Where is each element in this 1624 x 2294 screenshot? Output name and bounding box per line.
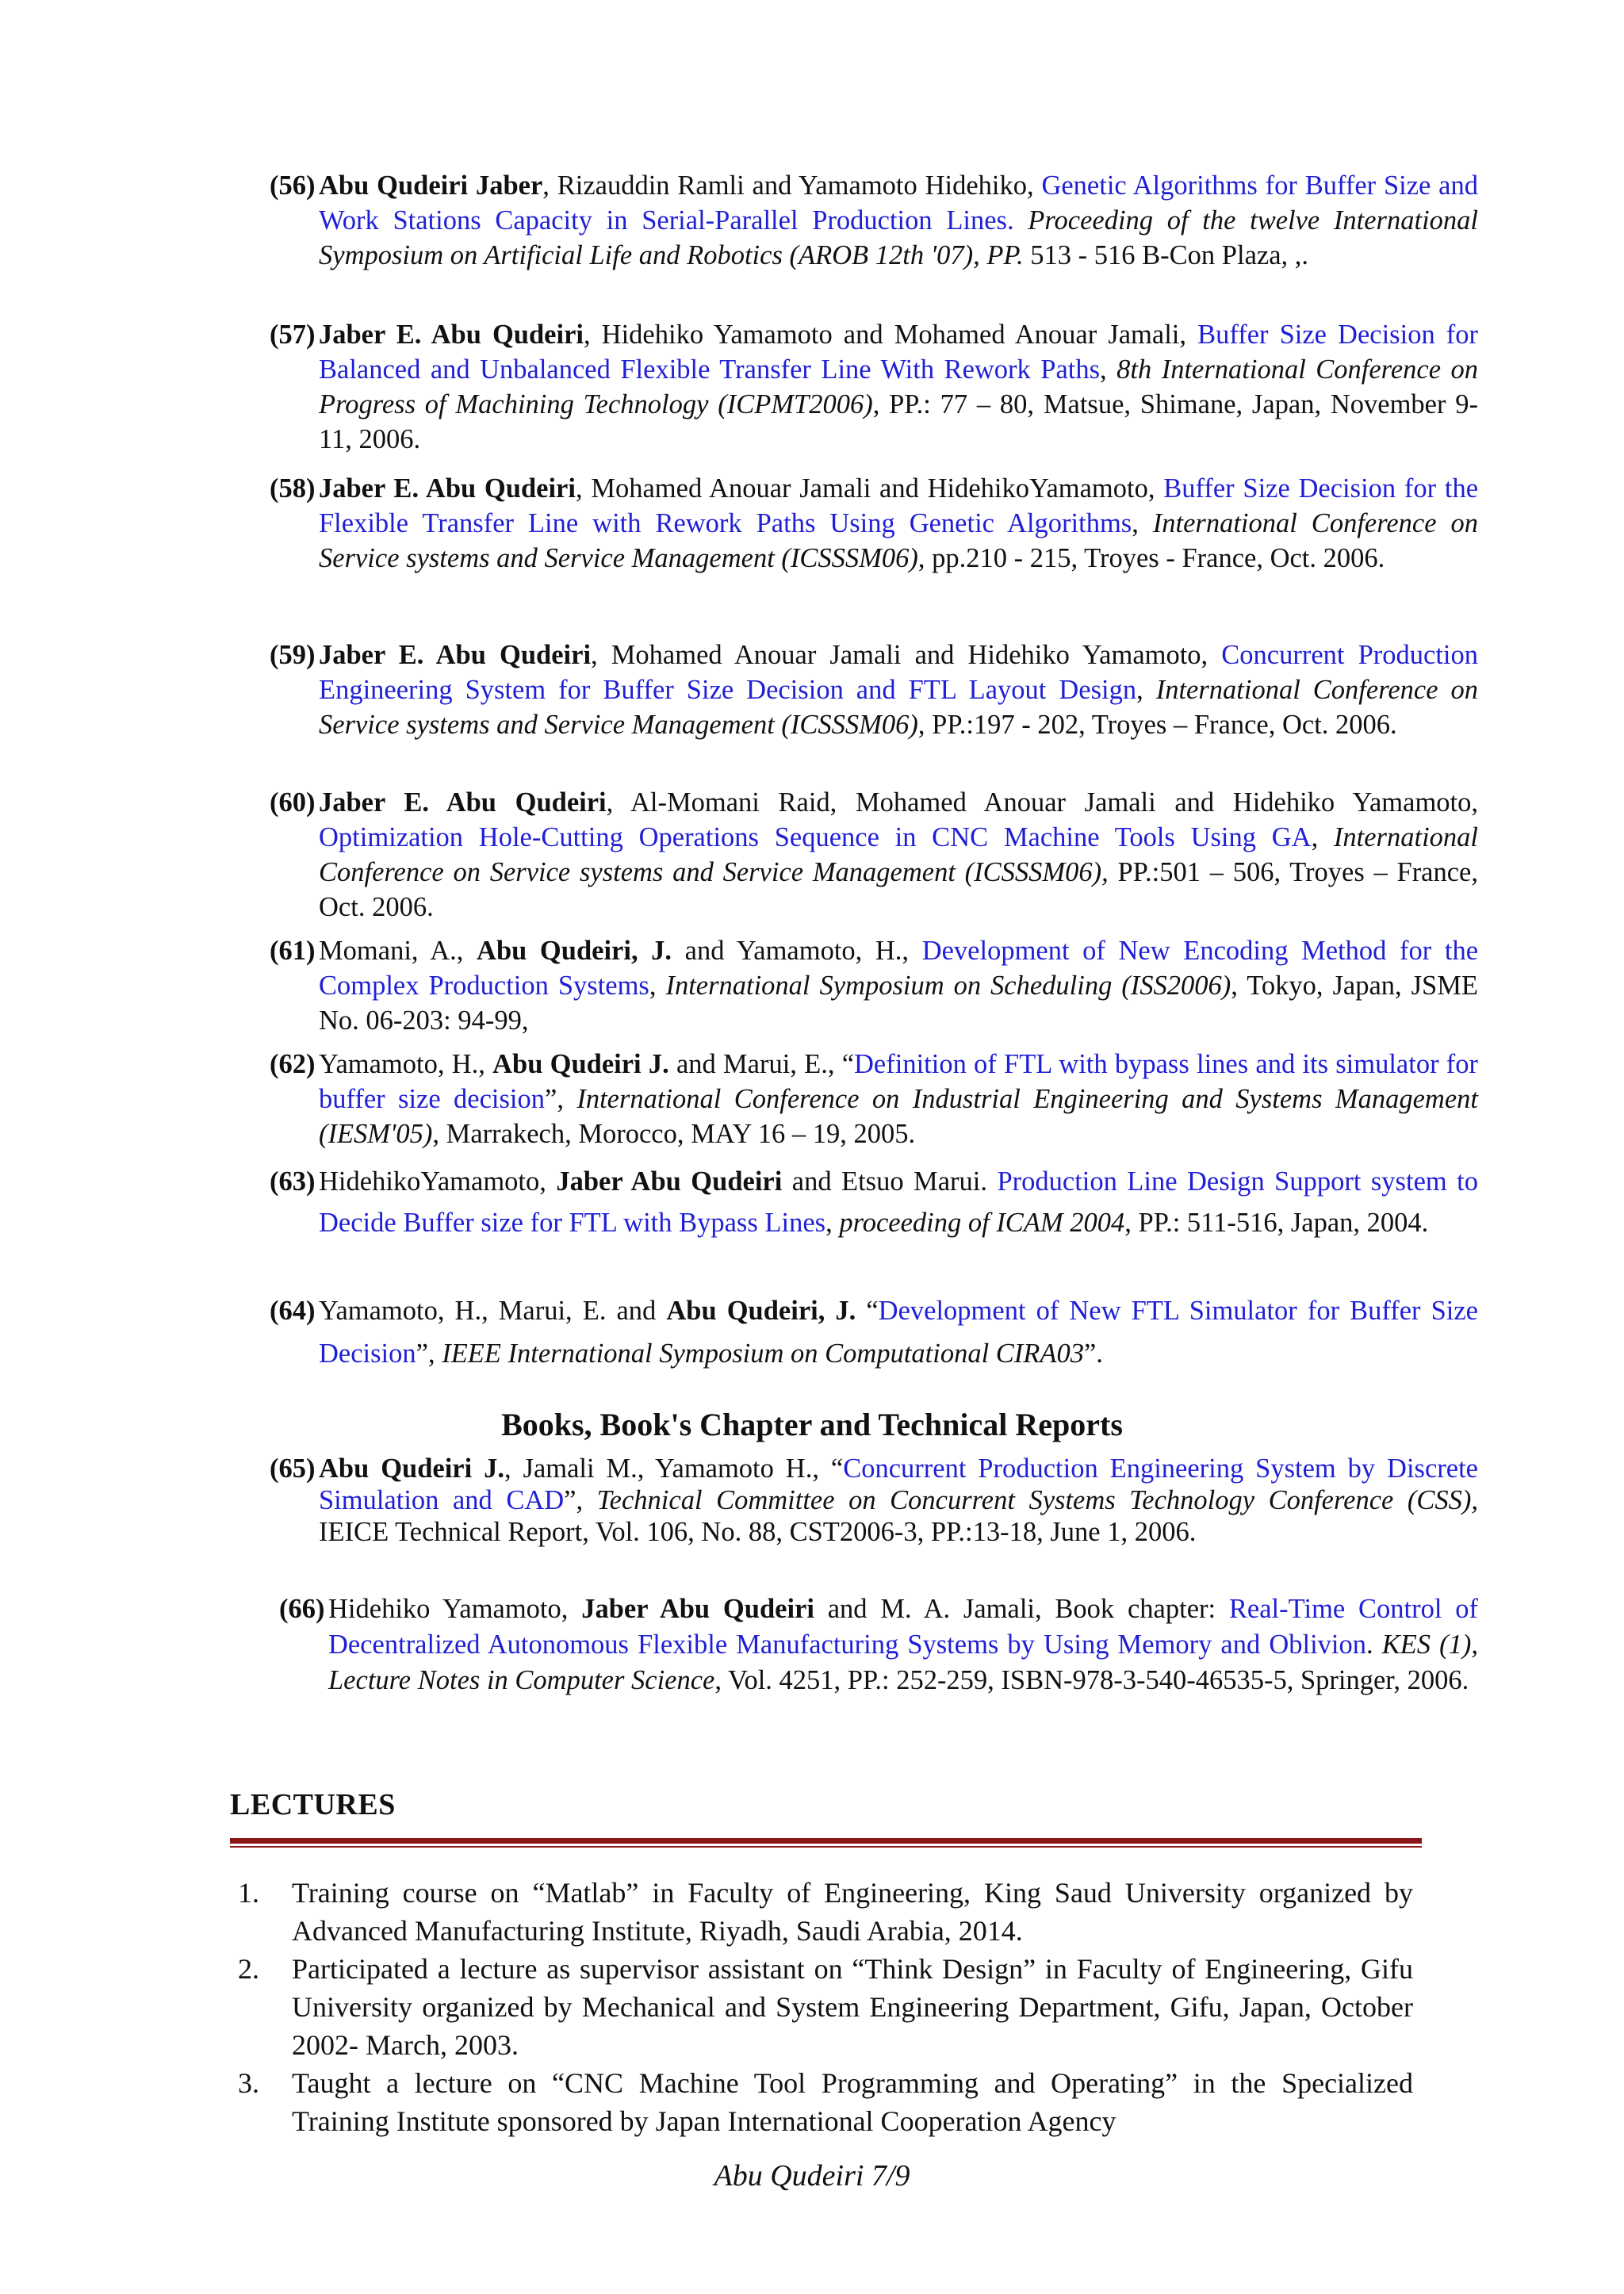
entry-title-link[interactable]: Development of New Encoding Method for the Complex Production Systems	[319, 936, 1479, 1001]
entry-number: (60)	[270, 787, 316, 818]
lectures-section-heading: LECTURES	[230, 1788, 396, 1821]
entry-separator: ,	[1311, 822, 1334, 852]
entry-authors-bold: Jaber E. Abu Qudeiri	[319, 320, 584, 350]
entry-number: (62)	[270, 1049, 316, 1079]
entry-number: (65)	[270, 1453, 316, 1484]
entry-details: 513 - 516 B-Con Plaza, ,.	[1023, 240, 1309, 270]
entry-authors: and Yamamoto, H.,	[672, 936, 922, 966]
entry-title-link[interactable]: Definition of FTL with bypass lines and its simulator for buffer size decision	[319, 1049, 1479, 1114]
entry-number: (57)	[270, 320, 316, 350]
entry-title-link[interactable]: Production Line Design Support system to Decide Buffer size for FTL with Bypass Lines	[319, 1166, 1478, 1238]
entry-separator: ”,	[564, 1485, 597, 1515]
entry-number: (58)	[270, 473, 316, 504]
entry-authors-pre: Yamamoto, H., Marui, E. and	[319, 1296, 667, 1326]
page-footer: Abu Qudeiri 7/9	[714, 2159, 910, 2193]
book-entry	[279, 1591, 1478, 1698]
entry-authors-pre: Hidehiko Yamamoto,	[328, 1594, 582, 1624]
entry-venue: International Conference on Service systems and Service Management (ICSSSM06)	[319, 508, 1478, 573]
entry-authors-bold: Abu Qudeiri J.	[319, 1453, 504, 1484]
entry-authors: and Marui, E., “	[668, 1049, 855, 1079]
entry-separator: .	[1366, 1630, 1382, 1660]
publication-entry	[270, 1289, 1478, 1375]
publication-entry	[270, 933, 1478, 1038]
entry-authors-bold: Abu Qudeiri, J.	[666, 1296, 856, 1326]
entry-separator: ,	[649, 971, 666, 1001]
entry-venue: IEEE International Symposium on Computational CIRA03	[442, 1338, 1084, 1369]
lecture-item	[238, 1874, 1413, 1950]
entry-authors-bold: Jaber E. Abu Qudeiri	[319, 640, 592, 670]
entry-venue: Proceeding of the twelve International Symposium on Artificial Life and Robotics (AROB 12th '07), PP.	[319, 205, 1478, 270]
entry-authors: , Al-Momani Raid, Mohamed Anouar Jamali and Hidehiko Yamamoto,	[606, 787, 1479, 818]
entry-authors: and M. A. Jamali, Book chapter:	[814, 1594, 1229, 1624]
entry-separator: ,	[1136, 675, 1156, 705]
entry-authors-pre: Yamamoto, H.,	[319, 1049, 493, 1079]
entry-number: (61)	[270, 936, 316, 966]
entry-number: (56)	[270, 170, 316, 201]
entry-title-link[interactable]: Buffer Size Decision for Balanced and Unbalanced Flexible Transfer Line With Rework Paths	[319, 320, 1479, 385]
section-divider-thin	[230, 1846, 1422, 1848]
entry-authors-bold: Jaber Abu Qudeiri	[581, 1594, 814, 1624]
entry-authors-pre: Momani, A.,	[319, 936, 477, 966]
publication-entry	[270, 638, 1478, 742]
entry-authors-bold: Jaber E. Abu Qudeiri	[319, 473, 576, 504]
entry-details: , PP.: 511-516, Japan, 2004.	[1124, 1208, 1429, 1238]
entry-details: ”.	[1083, 1338, 1103, 1369]
lecture-number: 1.	[238, 1877, 259, 1909]
entry-venue: International Conference on Service systems and Service Management (ICSSSM06)	[319, 675, 1479, 740]
entry-title-link[interactable]: Real-Time Control of Decentralized Autonomous Flexible Manufacturing Systems by Using Memory and Oblivion	[328, 1594, 1479, 1660]
entry-authors: , Mohamed Anouar Jamali and Hidehiko Yamamoto,	[591, 640, 1222, 670]
entry-venue: KES (1), Lecture Notes in Computer Science	[328, 1630, 1478, 1695]
entry-title-link[interactable]: Concurrent Production Engineering System by Discrete Simulation and CAD	[319, 1453, 1478, 1515]
entry-title-link[interactable]: Optimization Hole-Cutting Operations Sequence in CNC Machine Tools Using GA	[319, 822, 1312, 852]
section-divider	[230, 1838, 1422, 1844]
entry-details: , Tokyo, Japan, JSME No. 06-203: 94-99,	[319, 971, 1478, 1036]
entry-authors-bold: Abu Qudeiri, J.	[477, 936, 672, 966]
entry-authors: and Etsuo Marui.	[782, 1166, 998, 1197]
entry-authors-bold: Abu Qudeiri Jaber	[319, 170, 543, 201]
publication-entry	[270, 317, 1478, 457]
entry-venue: International Symposium on Scheduling (ISS2006)	[665, 971, 1231, 1001]
entry-authors-pre: HidehikoYamamoto,	[319, 1166, 557, 1197]
publication-entry	[270, 1047, 1478, 1151]
entry-details: , PP.: 77 – 80, Matsue, Shimane, Japan, November 9-11, 2006.	[319, 389, 1478, 454]
entry-venue: 8th International Conference on Progress of Machining Technology (ICPMT2006)	[319, 354, 1478, 419]
entry-title-link[interactable]: Buffer Size Decision for the Flexible Transfer Line with Rework Paths Using Genetic Algorithms	[319, 473, 1479, 538]
publication-entry	[270, 785, 1478, 925]
publication-entry	[270, 168, 1478, 273]
entry-authors: , Mohamed Anouar Jamali and HidehikoYamamoto,	[575, 473, 1164, 504]
lectures-list	[238, 1874, 1413, 2140]
publication-entry	[270, 1161, 1478, 1243]
lecture-number: 2.	[238, 1953, 259, 1985]
entry-details: , pp.210 - 215, Troyes - France, Oct. 2006.	[917, 543, 1385, 573]
entry-authors: , Jamali M., Yamamoto H., “	[504, 1453, 844, 1484]
entry-authors-bold: Jaber E. Abu Qudeiri	[319, 787, 607, 818]
entry-separator: ,	[1100, 354, 1117, 385]
entry-details: IEICE Technical Report, Vol. 106, No. 88, CST2006-3, PP.:13-18, June 1, 2006.	[319, 1517, 1197, 1547]
entry-details: , PP.:197 - 202, Troyes – France, Oct. 2006.	[917, 710, 1397, 740]
entry-venue: proceeding of ICAM 2004	[839, 1208, 1125, 1238]
entry-details: , Marrakech, Morocco, MAY 16 – 19, 2005.	[432, 1119, 916, 1149]
book-entry	[270, 1453, 1478, 1548]
entry-venue: Technical Committee on Concurrent Systems Technology Conference (CSS),	[596, 1485, 1478, 1515]
entry-venue: International Conference on Service systems and Service Management (ICSSSM06),	[319, 822, 1478, 887]
entry-title-link[interactable]: Genetic Algorithms for Buffer Size and Work Stations Capacity in Serial-Parallel Production Lines.	[319, 170, 1478, 236]
entry-title-link[interactable]: Concurrent Production Engineering System for Buffer Size Decision and FTL Layout Design	[319, 640, 1479, 705]
books-section-heading: Books, Book's Chapter and Technical Reports	[501, 1407, 1123, 1442]
entry-separator: ,	[1132, 508, 1153, 538]
entry-separator: ”,	[545, 1084, 577, 1114]
entry-number: (63)	[270, 1166, 316, 1197]
entry-number: (59)	[270, 640, 316, 670]
entry-separator: ”,	[416, 1338, 442, 1369]
entry-separator: ,	[825, 1208, 840, 1238]
lecture-item	[238, 1950, 1413, 2064]
entry-authors-bold: Jaber Abu Qudeiri	[556, 1166, 783, 1197]
entry-authors: , Hidehiko Yamamoto and Mohamed Anouar Jamali,	[583, 320, 1198, 350]
entry-authors: , Rizauddin Ramli and Yamamoto Hidehiko,	[542, 170, 1042, 201]
entry-title-link[interactable]: Development of New FTL Simulator for Buffer Size Decision	[319, 1296, 1478, 1369]
entry-authors: “	[856, 1296, 879, 1326]
lecture-text: Participated a lecture as supervisor assistant on “Think Design” in Faculty of Engineering, Gifu University organized by Mechanical and System Engineering Department, Gifu, Japan, October 2002- March, 2003.	[292, 1953, 1413, 2061]
entry-number: (64)	[270, 1296, 316, 1326]
lecture-number: 3.	[238, 2067, 259, 2099]
lecture-text: Taught a lecture on “CNC Machine Tool Programming and Operating” in the Specialized Training Institute sponsored by Japan International Cooperation Agency	[292, 2067, 1413, 2137]
entry-venue: International Conference on Industrial Engineering and Systems Management (IESM'05)	[319, 1084, 1478, 1149]
entry-number: (66)	[279, 1594, 325, 1624]
entry-details: , Vol. 4251, PP.: 252-259, ISBN-978-3-540-46535-5, Springer, 2006.	[714, 1665, 1469, 1695]
entry-authors-bold: Abu Qudeiri J.	[492, 1049, 669, 1079]
lecture-item	[238, 2064, 1413, 2140]
publication-entry	[270, 471, 1478, 576]
lecture-text: Training course on “Matlab” in Faculty of Engineering, King Saud University organized by Advanced Manufacturing Institute, Riyadh, Saudi Arabia, 2014.	[292, 1877, 1413, 1947]
entry-details: PP.:501 – 506, Troyes – France, Oct. 2006.	[319, 857, 1478, 922]
